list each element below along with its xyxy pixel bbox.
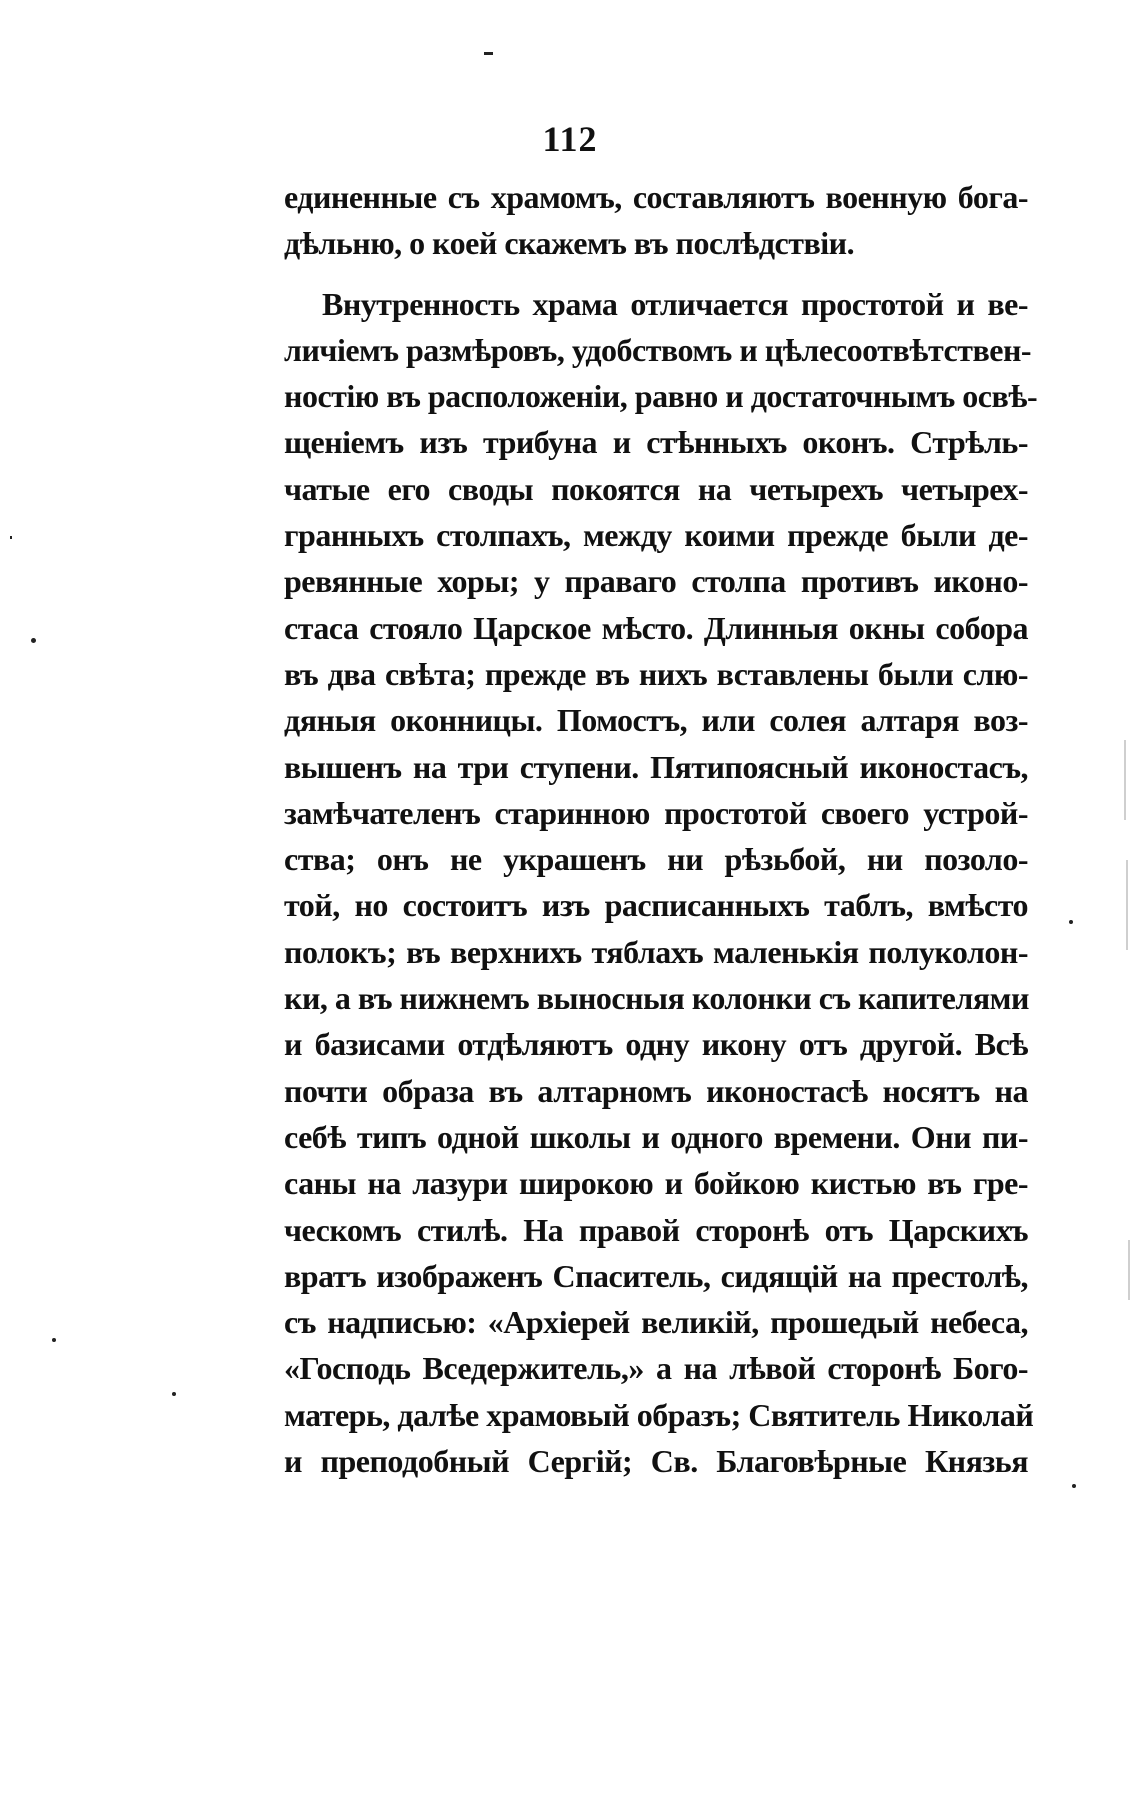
text-line: ностію въ расположеніи, равно и достаточнымъ освѣ-: [284, 378, 1038, 415]
text-line: ревянные хоры; у праваго столпа противъ иконо-: [284, 563, 1028, 600]
text-line: съ надписью: «Архіерей великій, прошедый небеса,: [284, 1304, 1028, 1341]
text-line: себѣ типъ одной школы и одного времени. Они пи-: [284, 1118, 1028, 1155]
text-line: матерь, далѣе храмовый образъ; Святитель Николай: [284, 1396, 1034, 1433]
text-line: чатые его своды покоятся на четырехъ четырех-: [284, 470, 1028, 507]
text-line: «Господь Вседержитель,» а на лѣвой сторонѣ Бого-: [284, 1350, 1028, 1387]
text-line: гранныхъ столпахъ, между коими прежде были де-: [284, 517, 1028, 554]
text-line: ческомъ стилѣ. На правой сторонѣ отъ Царскихъ: [284, 1211, 1028, 1248]
text-line: ки, а въ нижнемъ выносныя колонки съ капителями: [284, 980, 1029, 1017]
text-line: ства; онъ не украшенъ ни рѣзьбой, ни позоло-: [284, 841, 1028, 878]
paragraph-1: [284, 174, 1028, 267]
text-line: вратъ изображенъ Спаситель, сидящій на престолѣ,: [284, 1257, 1028, 1294]
text-line: дяныя оконницы. Помостъ, или солея алтаря воз-: [284, 702, 1028, 739]
text-line: и базисами отдѣляютъ одну икону отъ другой. Всѣ: [284, 1026, 1028, 1063]
text-line: стаса стояло Царское мѣсто. Длинныя окны собора: [284, 609, 1028, 646]
scan-edge-rule: [1126, 860, 1128, 950]
paragraph-2: [284, 281, 1038, 1485]
text-line: личіемъ размѣровъ, удобствомъ и цѣлесоотвѣтствен-: [284, 331, 1032, 368]
text-line: единенные съ храмомъ, составляютъ военную бога-: [284, 179, 1028, 215]
text-line: вышенъ на три ступени. Пятипоясный иконостасъ,: [284, 748, 1028, 785]
text-line: и преподобный Сергій; Св. Благовѣрные Князья: [284, 1443, 1028, 1480]
scan-speck: [31, 638, 36, 643]
text-line: дѣльню, о коей скажемъ въ послѣдствіи.: [284, 225, 855, 262]
scan-edge-rule: [1128, 1240, 1130, 1300]
scan-edge-rule: [1124, 740, 1126, 820]
body-text: [284, 174, 1038, 1484]
paragraph-gap: [284, 267, 1028, 281]
text-line: той, но состоитъ изъ расписанныхъ таблъ, вмѣсто: [284, 887, 1028, 924]
text-line: щеніемъ изъ трибуна и стѣнныхъ оконъ. Стрѣль-: [284, 424, 1028, 461]
text-line: замѣчателенъ старинною простотой своего устрой-: [284, 794, 1028, 831]
text-line: саны на лазури широкою и бойкою кистью въ гре-: [284, 1165, 1028, 1202]
scan-speck: [1069, 920, 1073, 924]
scan-speck: [10, 536, 12, 539]
text-line: полокъ; въ верхнихъ тяблахъ маленькія полуколон-: [284, 933, 1028, 970]
scan-speck: [1072, 1484, 1076, 1488]
text-line: почти образа въ алтарномъ иконостасѣ носятъ на: [284, 1072, 1028, 1109]
scan-speck: [172, 1392, 176, 1396]
scan-speck: [52, 1338, 56, 1342]
scan-speck: [484, 52, 493, 55]
text-line: въ два свѣта; прежде въ нихъ вставлены были слю-: [284, 655, 1028, 692]
page-number: 112: [542, 119, 598, 159]
text-line: Внутренность храма отличается простотой и ве-: [322, 285, 1028, 322]
